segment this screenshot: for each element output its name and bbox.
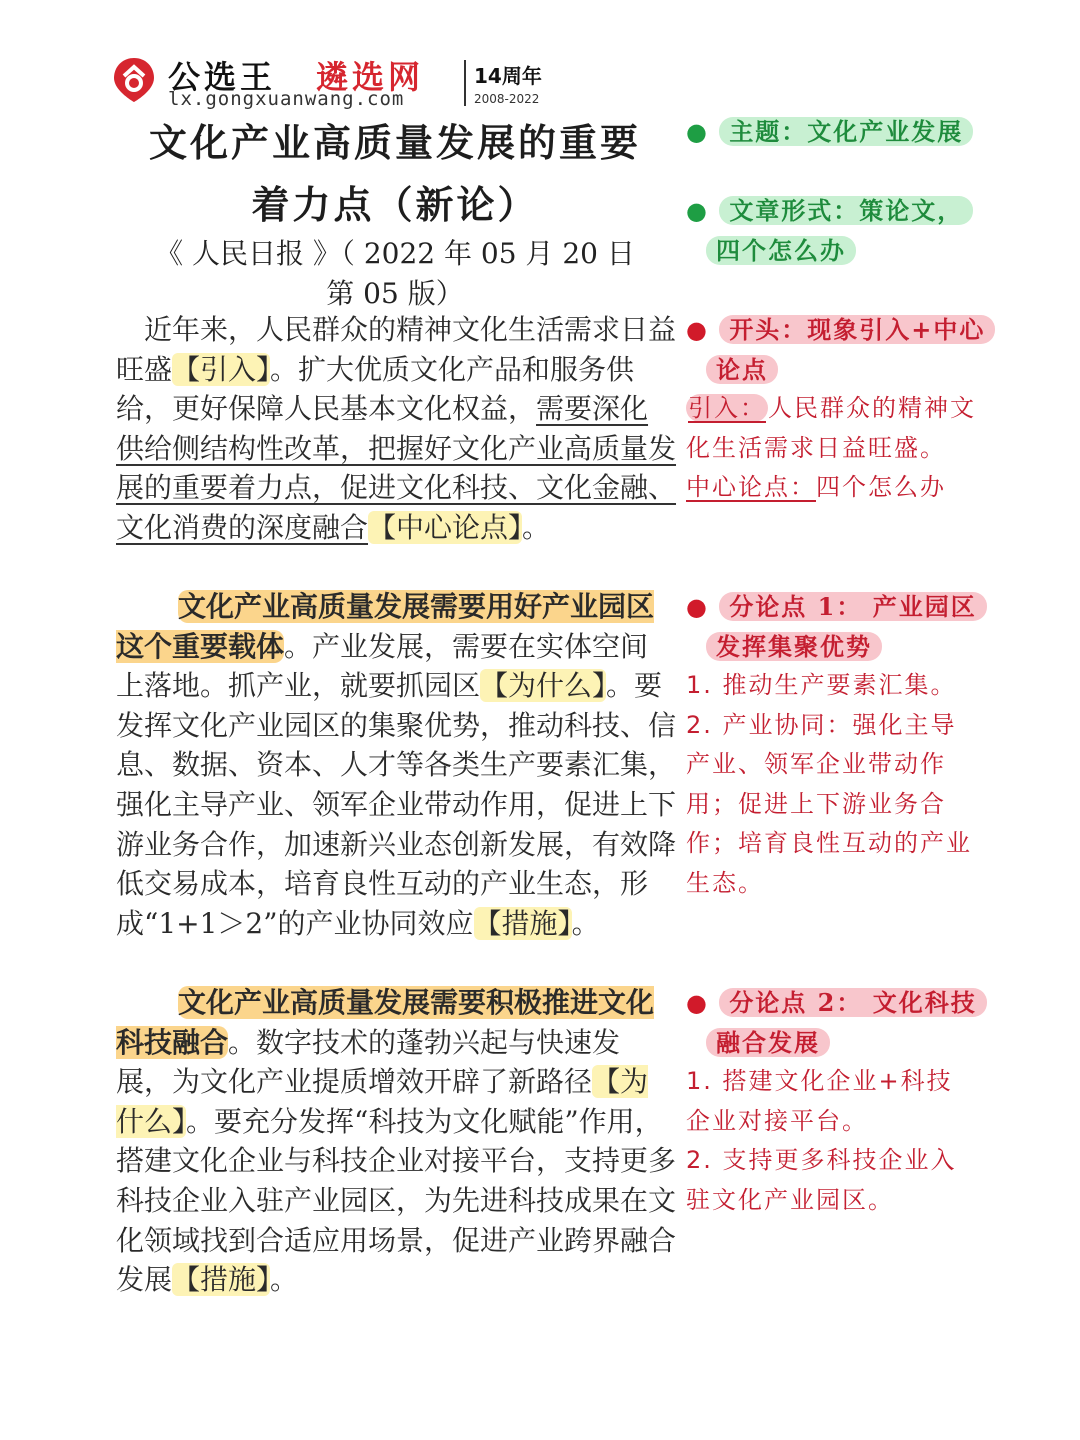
green-bullet-icon: ● [686, 196, 709, 225]
p2-lead: 文化产业高质量发展需要用好产业园区这个重要载体 [116, 590, 655, 663]
p3-text-b: 。要充分发挥“科技为文化赋能”作用，搭建文化企业与科技企业对接平台，支持更多科技企业入驻产业园区，为先进科技成果在文化领域找到合适应用场景，促进产业跨界融合发展 [116, 1104, 677, 1297]
article-source-line1: 《 人民日报 》（ 2022 年 05 月 20 日 [155, 237, 635, 270]
note-form-line2: 四个怎么办 [706, 236, 856, 265]
brand-url: lx.gongxuanwang.com [168, 88, 405, 110]
p1-central-argument: 需要深化供给侧结构性改革，把握好文化产业高质量发展的重要着力点，促进文化科技、文化金融、文化消费的深度融合 [116, 392, 677, 544]
note-sub2-item1: 1. 搭建文化企业+科技企业对接平台。 [686, 1067, 953, 1135]
note-sub2 [686, 983, 987, 1062]
note-central-label: 中心论点： [686, 473, 816, 501]
p1-tag-intro: 【引入】 [172, 352, 271, 386]
note-central-text: 四个怎么办 [816, 473, 946, 501]
note-sub1 [686, 587, 987, 666]
note-sub1-line1: 分论点 1： 产业园区 [719, 592, 986, 621]
green-bullet-icon: ● [686, 117, 709, 146]
p1-end: 。 [522, 510, 551, 544]
note-opening [686, 310, 995, 389]
p2-end: 。 [571, 906, 600, 940]
note-opening-line2: 论点 [706, 355, 778, 384]
brand-name-primary: 公选王 [168, 58, 277, 96]
p1-text-b: 。扩大优质文化产品和服务供给，更好保障人民基本文化权益， [116, 352, 635, 426]
p2-tag-measure: 【措施】 [473, 906, 572, 940]
brand-years: 2008-2022 [474, 92, 540, 106]
p1-tag-central: 【中心论点】 [368, 510, 523, 544]
note-form-line1: 文章形式：策论文， [719, 196, 973, 225]
article-title-line1: 文化产业高质量发展的重要 [148, 120, 641, 165]
paragraph-sub-argument-1 [116, 587, 676, 943]
note-sub1-line2: 发挥集聚优势 [706, 632, 882, 661]
p3-text-a: 。数字技术的蓬勃兴起与快速发展，为文化产业提质增效开辟了新路径 [116, 1025, 621, 1099]
note-theme [686, 112, 973, 152]
note-sub1-item2: 2. 产业协同：强化主导产业、领军企业带动作用；促进上下游业务合作；培育良性互动的产业生态。 [686, 710, 972, 897]
note-sub2-items [686, 1062, 976, 1220]
note-sub1-items [686, 666, 976, 904]
brand-anniversary: 14周年 [474, 64, 542, 88]
p1-text-a: 近年来，人民群众的精神文化生活需求日益旺盛 [116, 313, 677, 386]
note-form [686, 191, 973, 270]
note-sub1-item1: 1. 推动生产要素汇集。 [686, 671, 957, 699]
note-sub2-line1: 分论点 2： 文化科技 [719, 988, 986, 1017]
note-intro [686, 389, 976, 468]
note-intro-label: 引入： [688, 394, 766, 422]
note-sub2-item2: 2. 支持更多科技企业入驻文化产业园区。 [686, 1146, 957, 1214]
p2-text-a: 。产业发展，需要在实体空间上落地。抓产业，就要抓园区 [116, 629, 649, 703]
p3-tag-measure: 【措施】 [172, 1263, 271, 1297]
brand-name-secondary: 遴选网 [316, 58, 425, 96]
note-intro-text: 人民群众的精神文化生活需求日益旺盛。 [686, 394, 976, 462]
red-bullet-icon: ● [686, 315, 709, 344]
note-opening-line1: 开头：现象引入+中心 [719, 315, 995, 344]
note-central [686, 468, 976, 508]
article-title-line2: 着力点（新论） [251, 182, 539, 227]
note-theme-text: 主题：文化产业发展 [719, 117, 973, 146]
red-bullet-icon: ● [686, 592, 709, 621]
note-sub2-line2: 融合发展 [706, 1028, 830, 1057]
p3-lead: 文化产业高质量发展需要积极推进文化科技融合 [116, 986, 655, 1059]
paragraph-sub-argument-2 [116, 983, 676, 1300]
p2-text-b: 。要发挥文化产业园区的集聚优势，推动科技、信息、数据、资本、人才等各类生产要素汇集，强化主导产业、领军企业带动作用，促进上下游业务合作，加速新兴业态创新发展，有效降低交易成本，培育良性互动的产业生态，形成“1+1＞2”的产业协同效应 [116, 669, 677, 940]
paragraph-opening [116, 310, 676, 548]
p3-end: 。 [270, 1263, 299, 1297]
brand-logo-icon [112, 56, 156, 104]
p2-tag-why: 【为什么】 [480, 669, 607, 703]
p3-tag-why: 【为什么】 [116, 1065, 649, 1138]
red-bullet-icon: ● [686, 988, 709, 1017]
article-source-line2: 第 05 版） [326, 277, 464, 310]
brand-divider [464, 60, 466, 106]
